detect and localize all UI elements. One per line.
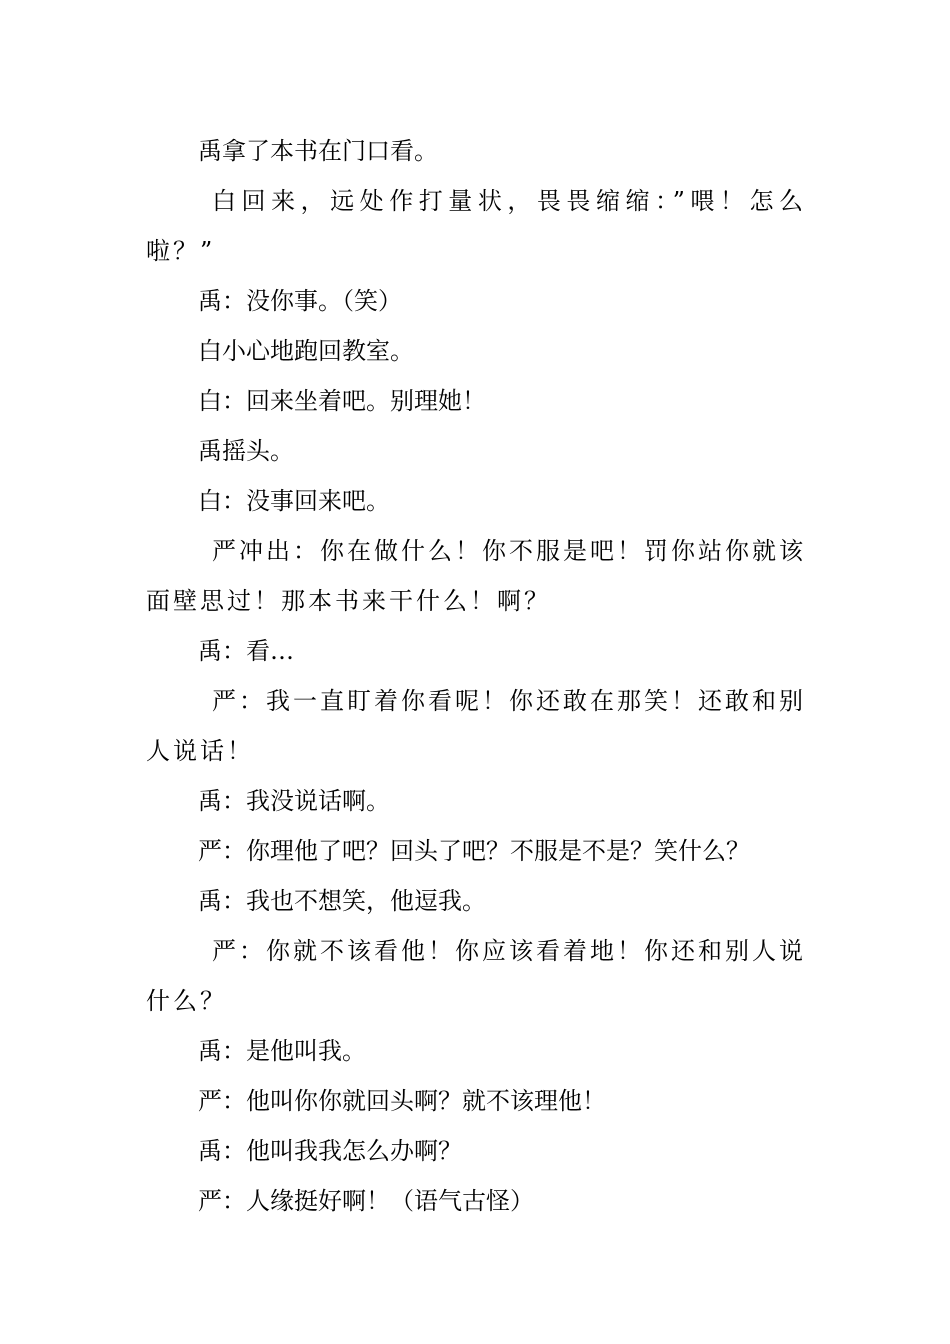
paragraph: 白：没事回来吧。 <box>198 487 390 515</box>
paragraph: 严：你就不该看他！你应该看着地！你还和别人说什么？ <box>146 937 806 1015</box>
paragraph: 禹：没你事。（笑） <box>198 287 402 315</box>
paragraph: 严：他叫你你就回头啊？就不该理他！ <box>198 1087 606 1115</box>
paragraph: 禹：我没说话啊。 <box>198 787 390 815</box>
paragraph: 严：你理他了吧？回头了吧？不服是不是？笑什么？ <box>198 837 750 865</box>
paragraph: 严：人缘挺好啊！（语气古怪） <box>198 1187 534 1215</box>
paragraph: 白：回来坐着吧。别理她！ <box>198 387 486 415</box>
paragraph: 白回来，远处作打量状，畏畏缩缩：”喂！怎么啦？” <box>146 187 806 265</box>
paragraph: 严：我一直盯着你看呢！你还敢在那笑！还敢和别人说话！ <box>146 687 806 765</box>
script-text <box>146 126 806 1226</box>
paragraph: 禹：看… <box>198 637 294 665</box>
paragraph: 禹拿了本书在门口看。 <box>198 137 438 165</box>
paragraph: 严冲出：你在做什么！你不服是吧！罚你站你就该面壁思过！那本书来干什么！啊？ <box>146 537 806 615</box>
paragraph: 禹：他叫我我怎么办啊？ <box>198 1137 462 1165</box>
paragraph: 禹：是他叫我。 <box>198 1037 366 1065</box>
paragraph: 禹：我也不想笑，他逗我。 <box>198 887 486 915</box>
paragraph: 白小心地跑回教室。 <box>198 337 414 365</box>
paragraph: 禹摇头。 <box>198 437 294 465</box>
